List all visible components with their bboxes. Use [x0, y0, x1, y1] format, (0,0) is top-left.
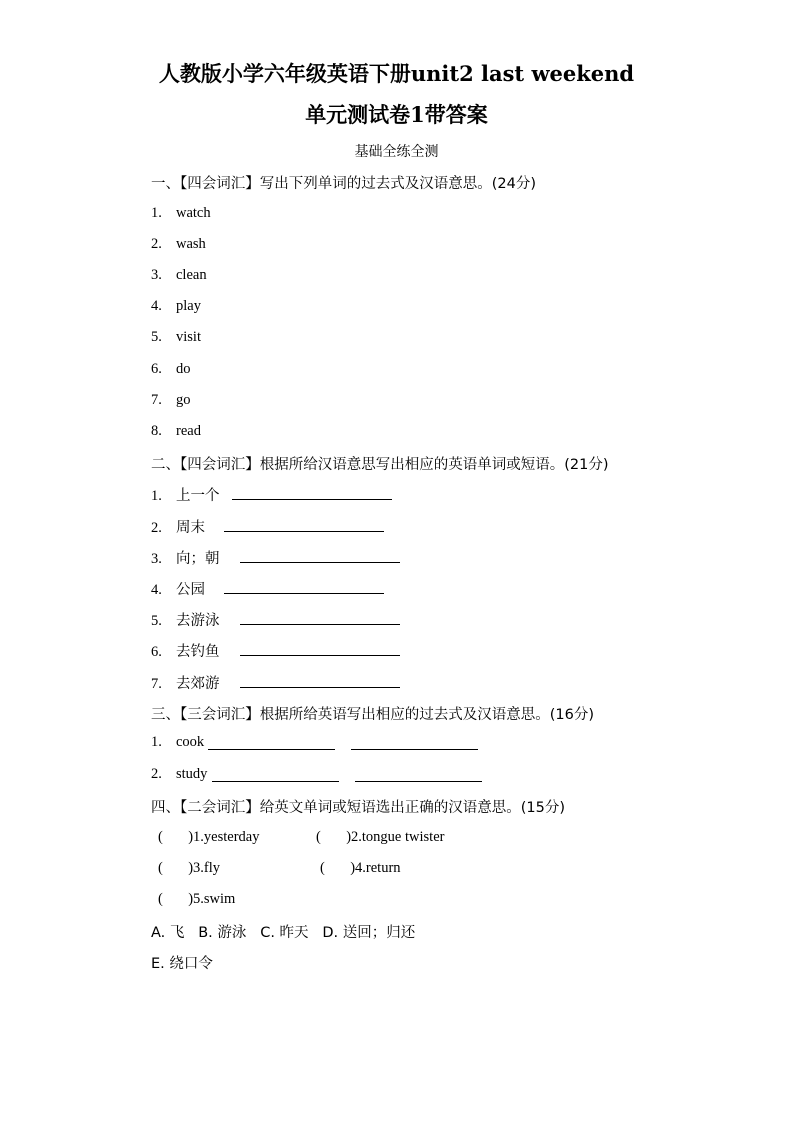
answer-blank[interactable] [240, 610, 400, 625]
answer-blank[interactable] [224, 517, 384, 532]
item-number: 1. [151, 205, 162, 221]
item-word: 去游泳 [176, 613, 220, 629]
sec1-item-3 [151, 267, 207, 284]
item-number: 2. [151, 236, 162, 252]
item-word: 上一个 [176, 488, 220, 504]
title-line-1: 人教版小学六年级英语下册unit2 last weekend [158, 61, 635, 86]
item-number: 6. [151, 361, 162, 377]
answer-blank[interactable] [240, 641, 400, 656]
sec1-item-1 [151, 205, 211, 222]
item-word: 去钓鱼 [176, 644, 220, 660]
options-line-2: E. 绕口令 [151, 956, 213, 972]
item-number: 1. [151, 734, 162, 750]
item-word: 周末 [176, 520, 205, 536]
sec1-item-6 [151, 361, 191, 378]
sec1-item-7 [151, 392, 191, 409]
item-number: 7. [151, 676, 162, 692]
item-word: do [176, 361, 191, 377]
item-word: study [176, 766, 208, 782]
section-2-heading: 二、【四会词汇】根据所给汉语意思写出相应的英语单词或短语。(21分) [151, 457, 609, 473]
question-2[interactable]: ( )2.tongue twister [316, 829, 445, 845]
sec1-item-2 [151, 236, 206, 253]
item-word: cook [176, 734, 205, 750]
item-number: 2. [151, 520, 162, 536]
options-line-1: A. 飞 B. 游泳 C. 昨天 D. 送回；归还 [151, 925, 416, 941]
section-4-heading: 四、【二会词汇】给英文单词或短语选出正确的汉语意思。(15分) [151, 800, 566, 816]
section-3-heading: 三、【三会词汇】根据所给英语写出相应的过去式及汉语意思。(16分) [151, 707, 595, 723]
sec2-item-7 [151, 672, 220, 693]
item-number: 1. [151, 488, 162, 504]
item-number: 4. [151, 298, 162, 314]
sec2-item-3 [151, 547, 220, 568]
item-number: 5. [151, 613, 162, 629]
sec3-item-2 [151, 766, 207, 783]
sec2-item-1 [151, 484, 220, 505]
item-word: go [176, 392, 191, 408]
answer-blank[interactable] [240, 673, 400, 688]
item-word: visit [176, 329, 201, 345]
item-word: wash [176, 236, 206, 252]
question-1[interactable]: ( )1.yesterday [158, 829, 260, 845]
sec1-item-5 [151, 329, 201, 346]
item-number: 5. [151, 329, 162, 345]
question-5[interactable]: ( )5.swim [158, 891, 236, 907]
item-number: 3. [151, 551, 162, 567]
meaning-blank[interactable] [351, 735, 478, 750]
sec3-item-1 [151, 734, 204, 751]
sec2-item-2 [151, 516, 205, 537]
item-number: 2. [151, 766, 162, 782]
answer-blank[interactable] [224, 579, 384, 594]
item-word: 去郊游 [176, 676, 220, 692]
past-tense-blank[interactable] [212, 767, 339, 782]
item-word: play [176, 298, 201, 314]
subtitle: 基础全练全测 [354, 144, 439, 160]
item-number: 7. [151, 392, 162, 408]
sec1-item-8 [151, 423, 201, 440]
item-number: 4. [151, 582, 162, 598]
meaning-blank[interactable] [355, 767, 482, 782]
item-word: 公园 [176, 582, 205, 598]
sec2-item-6 [151, 640, 220, 661]
question-3[interactable]: ( )3.fly [158, 860, 221, 876]
item-number: 8. [151, 423, 162, 439]
sec2-item-4 [151, 578, 205, 599]
item-word: clean [176, 267, 207, 283]
section-1-heading: 一、【四会词汇】写出下列单词的过去式及汉语意思。(24分) [151, 176, 537, 192]
title-line-2: 单元测试卷1带答案 [305, 102, 488, 127]
sec1-item-4 [151, 298, 201, 315]
sec2-item-5 [151, 609, 220, 630]
item-number: 6. [151, 644, 162, 660]
item-word: read [176, 423, 201, 439]
answer-blank[interactable] [232, 485, 392, 500]
past-tense-blank[interactable] [208, 735, 335, 750]
item-word: 向；朝 [176, 551, 220, 567]
item-number: 3. [151, 267, 162, 283]
question-4[interactable]: ( )4.return [320, 860, 401, 876]
item-word: watch [176, 205, 211, 221]
answer-blank[interactable] [240, 548, 400, 563]
